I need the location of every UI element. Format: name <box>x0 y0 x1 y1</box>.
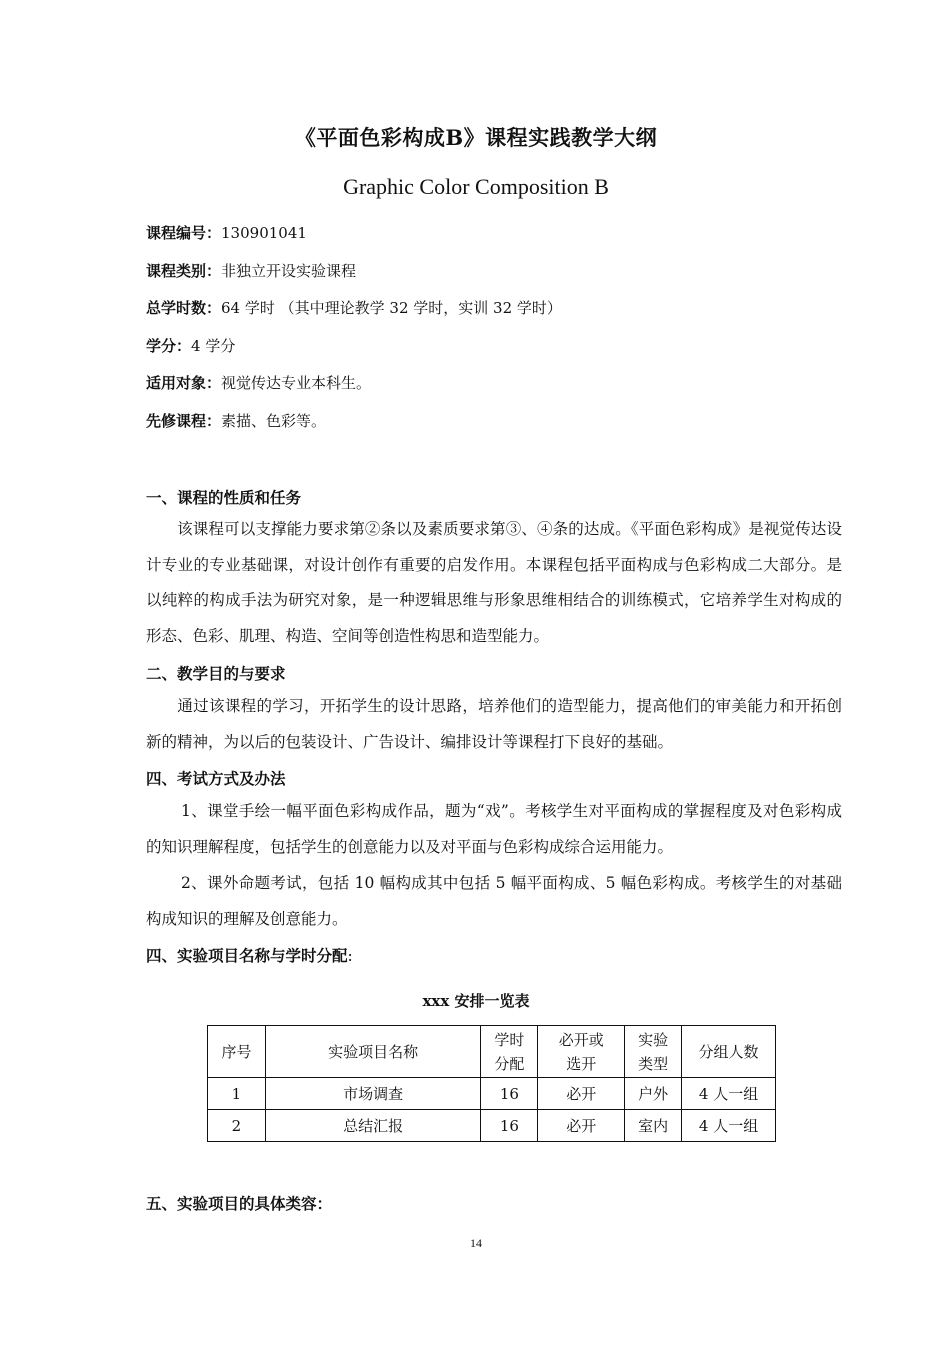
cell-name: 总结汇报 <box>265 1110 481 1142</box>
meta-course-type <box>146 260 356 281</box>
schedule-table <box>207 1025 776 1142</box>
meta-value: 非独立开设实验课程 <box>221 262 357 280</box>
header-seq: 序号 <box>208 1026 266 1078</box>
section-4-heading <box>146 944 353 966</box>
section-2-paragraph <box>146 689 842 760</box>
table-caption: xxx 安排一览表 <box>422 992 530 1010</box>
cell-name: 市场调查 <box>265 1078 481 1110</box>
section-3-heading: 四、考试方式及办法 <box>146 769 286 788</box>
cell-required: 必开 <box>538 1078 625 1110</box>
table-row <box>208 1078 776 1110</box>
section-3-item-2-text: 2、课外命题考试，包括 10 幅构成其中包括 5 幅平面构成、5 幅色彩构成。考核学生的对基础构成知识的理解及创意能力。 <box>146 874 842 928</box>
section-3-item-2 <box>146 866 842 937</box>
meta-label: 课程编号： <box>146 224 222 242</box>
meta-label: 适用对象： <box>146 374 222 392</box>
document-subtitle: Graphic Color Composition B <box>343 174 609 199</box>
meta-value: 64 学时 （其中理论教学 32 学时，实训 32 学时） <box>221 299 562 317</box>
cell-hours: 16 <box>481 1110 538 1142</box>
cell-type: 户外 <box>625 1078 682 1110</box>
section-2-heading: 二、教学目的与要求 <box>146 664 286 683</box>
cell-group: 4 人一组 <box>682 1078 776 1110</box>
meta-label: 课程类别： <box>146 262 222 280</box>
section-3-item-1 <box>146 794 842 865</box>
meta-value: 视觉传达专业本科生。 <box>221 374 372 392</box>
page-number: 14 <box>470 1236 482 1250</box>
table-header-row <box>208 1026 776 1078</box>
document-title: 《平面色彩构成B》课程实践教学大纲 <box>294 125 658 150</box>
cell-seq: 2 <box>208 1110 266 1142</box>
meta-course-code <box>146 222 307 243</box>
cell-required: 必开 <box>538 1110 625 1142</box>
section-2-text: 通过该课程的学习，开拓学生的设计思路，培养他们的造型能力，提高他们的审美能力和开拓创新的精神，为以后的包装设计、广告设计、编排设计等课程打下良好的基础。 <box>146 697 842 751</box>
meta-value: 4 学分 <box>191 337 236 355</box>
header-group: 分组人数 <box>682 1026 776 1078</box>
section-1-paragraph <box>146 512 842 654</box>
meta-value: 素描、色彩等。 <box>221 412 327 430</box>
cell-hours: 16 <box>481 1078 538 1110</box>
meta-total-hours <box>146 297 562 318</box>
meta-prerequisites <box>146 410 326 431</box>
section-5-heading: 五、实验项目的具体类容： <box>146 1194 333 1213</box>
meta-label: 先修课程： <box>146 412 222 430</box>
table-row <box>208 1110 776 1142</box>
section-1-heading: 一、课程的性质和任务 <box>146 488 302 507</box>
cell-group: 4 人一组 <box>682 1110 776 1142</box>
section-4-heading-text: 四、实验项目名称与学时分配 <box>146 946 348 965</box>
header-name: 实验项目名称 <box>265 1026 481 1078</box>
section-4-heading-colon: : <box>347 947 353 965</box>
header-hours: 学时 分配 <box>481 1026 538 1078</box>
meta-credits <box>146 335 235 356</box>
header-required: 必开或 选开 <box>538 1026 625 1078</box>
meta-value: 130901041 <box>221 224 307 242</box>
cell-type: 室内 <box>625 1110 682 1142</box>
section-1-text: 该课程可以支撑能力要求第②条以及素质要求第③、④条的达成。《平面色彩构成》是视觉传达设计专业的专业基础课，对设计创作有重要的启发作用。本课程包括平面构成与色彩构成二大部分。是以纯粹的构成手法为研究对象，是一种逻辑思维与形象思维相结合的训练模式，它培养学生对构成的形态、色彩、肌理、构造、空间等创造性构思和造型能力。 <box>146 520 842 645</box>
header-type: 实验 类型 <box>625 1026 682 1078</box>
meta-label: 学分： <box>146 337 192 355</box>
meta-audience <box>146 372 371 393</box>
section-3-item-1-text: 1、课堂手绘一幅平面色彩构成作品，题为“戏”。考核学生对平面构成的掌握程度及对色彩构成的知识理解程度，包括学生的创意能力以及对平面与色彩构成综合运用能力。 <box>146 802 842 856</box>
meta-label: 总学时数： <box>146 299 222 317</box>
cell-seq: 1 <box>208 1078 266 1110</box>
